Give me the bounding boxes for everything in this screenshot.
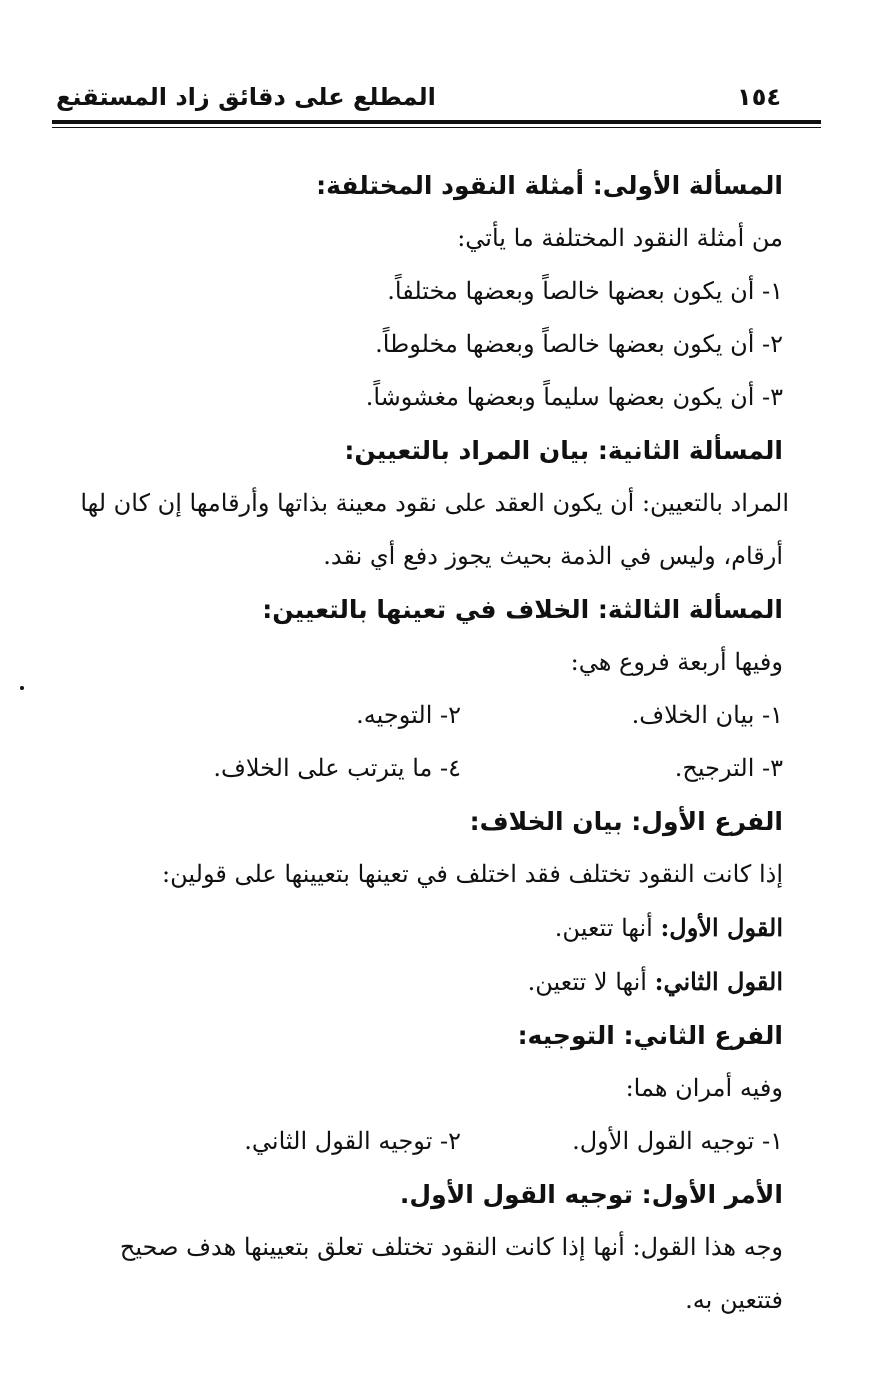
opinion2-line <box>52 966 783 998</box>
branch1-intro: إذا كانت النقود تختلف فقد اختلف في تعينها بتعيينها على قولين: <box>162 860 783 888</box>
running-title: المطلع على دقائق زاد المستقنع <box>56 83 436 111</box>
branch2-item-1: ١- توجيه القول الأول. <box>572 1127 783 1155</box>
branch-list-item-1: ١- بيان الخلاف. <box>631 701 783 729</box>
branches-row-1 <box>52 700 783 731</box>
opinion2-text: أنها لا تتعين. <box>527 968 647 996</box>
branch-list-item-3: ٣- الترجيح. <box>674 754 783 782</box>
matter1-paragraph-line-1: وجه هذا القول: أنها إذا كانت النقود تختلف تعلق بتعيينها هدف صحيح <box>119 1233 783 1261</box>
header-rule-thick <box>52 120 821 124</box>
matter1-paragraph-line-2: فتتعين به. <box>685 1286 783 1314</box>
issue1-heading: المسألة الأولى: أمثلة النقود المختلفة: <box>316 171 783 200</box>
issue1-intro: من أمثلة النقود المختلفة ما يأتي: <box>457 224 783 252</box>
issue1-item-3: ٣- أن يكون بعضها سليماً وبعضها مغشوشاً. <box>365 383 783 411</box>
branch2-item-2: ٢- توجيه القول الثاني. <box>244 1127 461 1155</box>
issue2-paragraph-line-2: أرقام، وليس في الذمة بحيث يجوز دفع أي نقد. <box>323 542 783 570</box>
branch2-heading: الفرع الثاني: التوجيه: <box>517 1021 783 1050</box>
branch2-intro: وفيه أمران هما: <box>625 1074 783 1102</box>
branches-row-2 <box>52 753 783 784</box>
page-body <box>52 152 789 1316</box>
page-number: ١٥٤ <box>737 83 781 111</box>
margin-speck <box>20 686 24 690</box>
issue1-item-2: ٢- أن يكون بعضها خالصاً وبعضها مخلوطاً. <box>375 330 783 358</box>
opinion1-label: القول الأول: <box>660 913 783 942</box>
issue2-heading: المسألة الثانية: بيان المراد بالتعيين: <box>344 436 783 465</box>
opinion1-text: أنها تتعين. <box>554 914 653 942</box>
opinion1-line <box>52 912 783 944</box>
issue2-paragraph-line-1: المراد بالتعيين: أن يكون العقد على نقود معينة بذاتها وأرقامها إن كان لها <box>80 489 789 517</box>
branch-list-item-2: ٢- التوجيه. <box>356 701 461 729</box>
issue1-item-1: ١- أن يكون بعضها خالصاً وبعضها مختلفاً. <box>387 277 783 305</box>
issue3-intro: وفيها أربعة فروع هي: <box>570 648 783 676</box>
branch-list-item-4: ٤- ما يترتب على الخلاف. <box>213 754 461 782</box>
opinion2-label: القول الثاني: <box>654 967 783 996</box>
page-header <box>52 82 821 120</box>
branch1-heading: الفرع الأول: بيان الخلاف: <box>469 807 783 836</box>
matter1-heading: الأمر الأول: توجيه القول الأول. <box>399 1180 783 1209</box>
branch2-items-row <box>52 1126 783 1157</box>
header-rule-thin <box>52 127 821 128</box>
issue3-heading: المسألة الثالثة: الخلاف في تعينها بالتعيين: <box>262 595 783 624</box>
